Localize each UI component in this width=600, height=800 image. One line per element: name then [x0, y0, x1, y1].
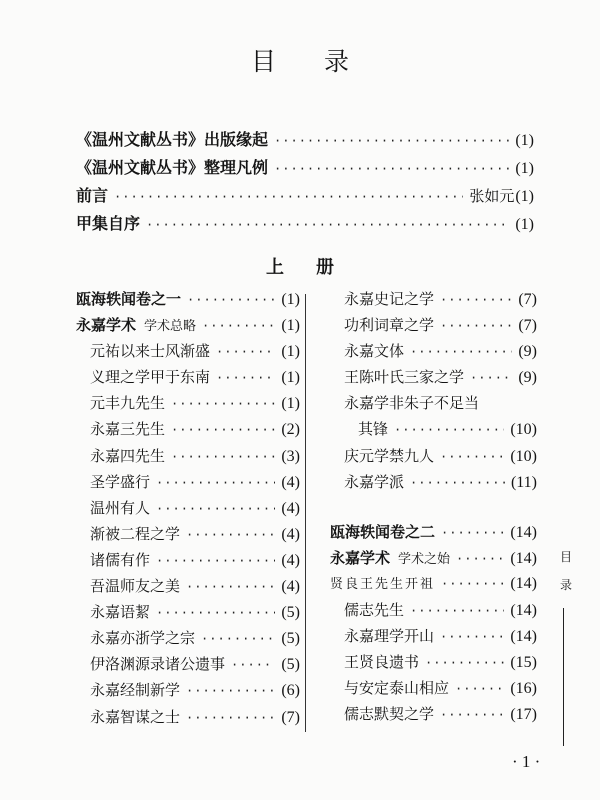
toc-entry-title: 永嘉学术	[330, 548, 391, 567]
toc-page-number: (15)	[510, 654, 537, 672]
toc-entry-title: 永嘉理学开山	[344, 627, 435, 646]
toc-entry[interactable]	[76, 471, 300, 497]
toc-entry[interactable]	[76, 418, 300, 444]
toc-page-number: (16)	[510, 680, 537, 698]
toc-entry[interactable]	[330, 651, 537, 677]
section-char: 册	[316, 257, 334, 278]
dot-leader	[156, 502, 275, 516]
toc-entry-title: 《温州文献丛书》出版缘起	[76, 130, 269, 149]
toc-entry-title: 永嘉学派	[344, 472, 405, 491]
toc-page-number: (5)	[281, 630, 300, 648]
toc-page-number: (1)	[281, 395, 300, 413]
toc-entry[interactable]	[76, 497, 300, 523]
toc-entry-title: 义理之学甲于东南	[90, 368, 211, 387]
dot-leader	[171, 397, 275, 411]
toc-entry-title: 吾温师友之美	[90, 577, 181, 596]
dot-leader	[410, 345, 512, 359]
dot-leader	[186, 711, 275, 725]
toc-entry[interactable]	[330, 625, 537, 651]
dot-leader	[410, 476, 505, 490]
toc-entry-title: 庆元学禁九人	[344, 446, 435, 465]
toc-entry[interactable]	[330, 445, 537, 471]
dot-leader	[440, 293, 512, 307]
toc-entry-title: 其锋	[358, 420, 389, 439]
dot-leader	[441, 526, 504, 540]
toc-page-number: (1)	[281, 369, 300, 387]
dot-leader	[231, 658, 275, 672]
toc-page-number: (4)	[281, 578, 300, 596]
toc-page-number: (4)	[281, 525, 300, 543]
toc-entry-title: 永嘉学非朱子不足当	[344, 394, 480, 413]
toc-entry[interactable]	[330, 521, 537, 547]
front-matter-list	[76, 127, 534, 239]
dot-leader	[274, 162, 509, 176]
toc-entry[interactable]	[76, 627, 300, 653]
toc-page-number: (14)	[510, 602, 537, 620]
toc-entry[interactable]	[76, 653, 300, 679]
dot-leader	[274, 134, 509, 148]
toc-entry-title: 永嘉学术	[76, 316, 137, 335]
toc-entry-title: 温州有人	[90, 498, 151, 517]
toc-entry-title: 永嘉经制新学	[90, 681, 181, 700]
toc-entry-title: 功利词章之学	[344, 316, 435, 335]
toc-entry[interactable]	[76, 211, 534, 239]
toc-entry[interactable]	[76, 314, 300, 340]
dot-leader	[171, 423, 275, 437]
section-char: 上	[266, 257, 284, 278]
toc-entry[interactable]	[76, 127, 534, 155]
toc-page-number: (1)	[515, 188, 534, 205]
dot-leader	[114, 190, 463, 204]
dot-leader	[216, 345, 275, 359]
dot-leader	[201, 632, 275, 646]
toc-left-column	[76, 288, 300, 732]
toc-entry-title: 诸儒有作	[90, 550, 151, 569]
toc-page-number: (14)	[510, 549, 537, 567]
toc-entry-title: 元丰九先生	[90, 394, 166, 413]
dot-leader	[440, 450, 504, 464]
toc-entry-subtitle: 学术总略	[144, 319, 197, 335]
toc-page-number: (9)	[518, 343, 537, 361]
toc-entry-title: 儒志先生	[344, 601, 405, 620]
dot-leader	[156, 606, 275, 620]
dot-leader	[455, 682, 504, 696]
toc-entry[interactable]	[330, 471, 537, 497]
toc-entry-title: 永嘉史记之学	[344, 290, 435, 308]
dot-leader	[186, 580, 275, 594]
toc-entry-title: 圣学盛行	[90, 472, 151, 491]
toc-entry-title: 前言	[76, 186, 109, 205]
toc-page-number: (3)	[281, 447, 300, 465]
dot-leader	[441, 577, 504, 591]
dot-leader	[202, 319, 275, 333]
toc-page-number: (5)	[281, 656, 300, 674]
toc-page-number: (9)	[518, 369, 537, 387]
toc-entry[interactable]	[76, 523, 300, 549]
toc-entry[interactable]	[330, 677, 537, 703]
toc-entry-title: 《温州文献丛书》整理凡例	[76, 158, 269, 177]
toc-page-number: (14)	[510, 574, 537, 592]
toc-entry-title: 永嘉四先生	[90, 446, 166, 465]
toc-page-number: (1)	[515, 132, 534, 149]
toc-entry[interactable]	[76, 549, 300, 575]
toc-page-number: (5)	[281, 604, 300, 622]
toc-entry[interactable]	[76, 392, 300, 418]
side-tab-char: 目	[559, 550, 572, 564]
toc-entry-title: 永嘉文体	[344, 342, 405, 361]
toc-page-number: (1)	[281, 317, 300, 335]
toc-page-number: (14)	[510, 523, 537, 541]
dot-leader	[470, 371, 512, 385]
toc-entry-title: 儒志默契之学	[344, 705, 435, 724]
toc-page-number: (6)	[281, 682, 300, 700]
toc-entry[interactable]	[76, 706, 300, 732]
toc-entry[interactable]	[330, 703, 537, 729]
dot-leader	[171, 450, 275, 464]
toc-right-column	[330, 288, 537, 730]
column-divider	[305, 294, 306, 732]
toc-page-number: (7)	[281, 708, 300, 726]
dot-leader	[425, 656, 504, 670]
spacer	[330, 497, 537, 521]
side-tab-char: 录	[559, 578, 572, 592]
side-tab-rule	[563, 608, 564, 746]
toc-entry-title: 王贤良遗书	[344, 653, 420, 672]
title-char: 目	[250, 47, 276, 76]
toc-page-number: (2)	[281, 421, 300, 439]
dot-leader	[146, 218, 509, 232]
toc-entry-author: 张如元	[469, 187, 515, 205]
toc-entry-title: 渐被二程之学	[90, 524, 181, 543]
toc-entry[interactable]	[330, 366, 537, 392]
dot-leader	[440, 708, 504, 722]
toc-entry[interactable]	[76, 679, 300, 705]
dot-leader	[216, 371, 275, 385]
toc-page-number: (7)	[518, 291, 537, 308]
toc-entry[interactable]	[330, 314, 537, 340]
dot-leader	[156, 476, 275, 490]
toc-entry[interactable]	[330, 599, 537, 625]
toc-entry[interactable]	[76, 366, 300, 392]
toc-page-number: (11)	[510, 473, 537, 491]
toc-entry-subtitle: 学术之始	[398, 551, 451, 567]
dot-leader	[410, 604, 504, 618]
toc-entry[interactable]	[330, 340, 537, 366]
toc-entry[interactable]	[330, 573, 537, 599]
dot-leader	[456, 552, 504, 566]
dot-leader	[186, 528, 275, 542]
dot-leader	[394, 423, 504, 437]
toc-page-number: (4)	[281, 499, 300, 517]
page-title	[0, 42, 600, 78]
toc-entry[interactable]	[76, 340, 300, 366]
title-char: 录	[324, 47, 350, 76]
toc-entry-title: 伊洛渊源录诸公遗事	[90, 655, 226, 674]
toc-page-number: (10)	[510, 447, 537, 465]
toc-entry[interactable]	[330, 547, 537, 573]
dot-leader	[187, 293, 275, 307]
toc-entry-title: 与安定泰山相应	[344, 679, 450, 698]
toc-page-number: (1)	[281, 343, 300, 361]
page-number: · 1 ·	[512, 752, 541, 771]
toc-entry-title: 瓯海轶闻卷之二	[330, 522, 436, 541]
toc-entry-title: 王陈叶氏三家之学	[344, 368, 465, 387]
toc-entry[interactable]	[330, 392, 537, 418]
dot-leader	[440, 319, 512, 333]
dot-leader	[156, 554, 275, 568]
toc-entry-title: 永嘉语絜	[90, 603, 151, 622]
toc-entry[interactable]	[330, 418, 537, 444]
side-tab	[556, 548, 576, 604]
toc-entry[interactable]	[76, 601, 300, 627]
toc-page-number: (4)	[281, 473, 300, 491]
toc-entry-title: 永嘉智谋之士	[90, 707, 181, 726]
toc-page-number: (14)	[510, 628, 537, 646]
toc-page-number: (1)	[281, 291, 300, 308]
toc-entry-title: 永嘉亦浙学之宗	[90, 629, 196, 648]
toc-entry[interactable]	[76, 155, 534, 183]
toc-page-number: (10)	[510, 421, 537, 439]
toc-entry[interactable]	[76, 445, 300, 471]
section-heading	[0, 253, 600, 279]
toc-entry-title: 甲集自序	[76, 214, 141, 233]
toc-entry-title: 贤良王先生开祖	[330, 576, 436, 592]
toc-entry[interactable]	[76, 183, 534, 211]
toc-page-number: (1)	[515, 160, 534, 177]
toc-page-number: (4)	[281, 551, 300, 569]
toc-page-number: (1)	[515, 216, 534, 233]
dot-leader	[186, 684, 275, 698]
toc-entry-title: 瓯海轶闻卷之一	[76, 290, 182, 308]
dot-leader	[440, 630, 504, 644]
toc-entry[interactable]	[330, 288, 537, 314]
toc-page-number: (7)	[518, 317, 537, 335]
toc-entry[interactable]	[76, 288, 300, 314]
toc-page-number: (17)	[510, 706, 537, 724]
toc-entry[interactable]	[76, 575, 300, 601]
toc-entry-title: 永嘉三先生	[90, 420, 166, 439]
toc-entry-title: 元祐以来士风渐盛	[90, 342, 211, 361]
